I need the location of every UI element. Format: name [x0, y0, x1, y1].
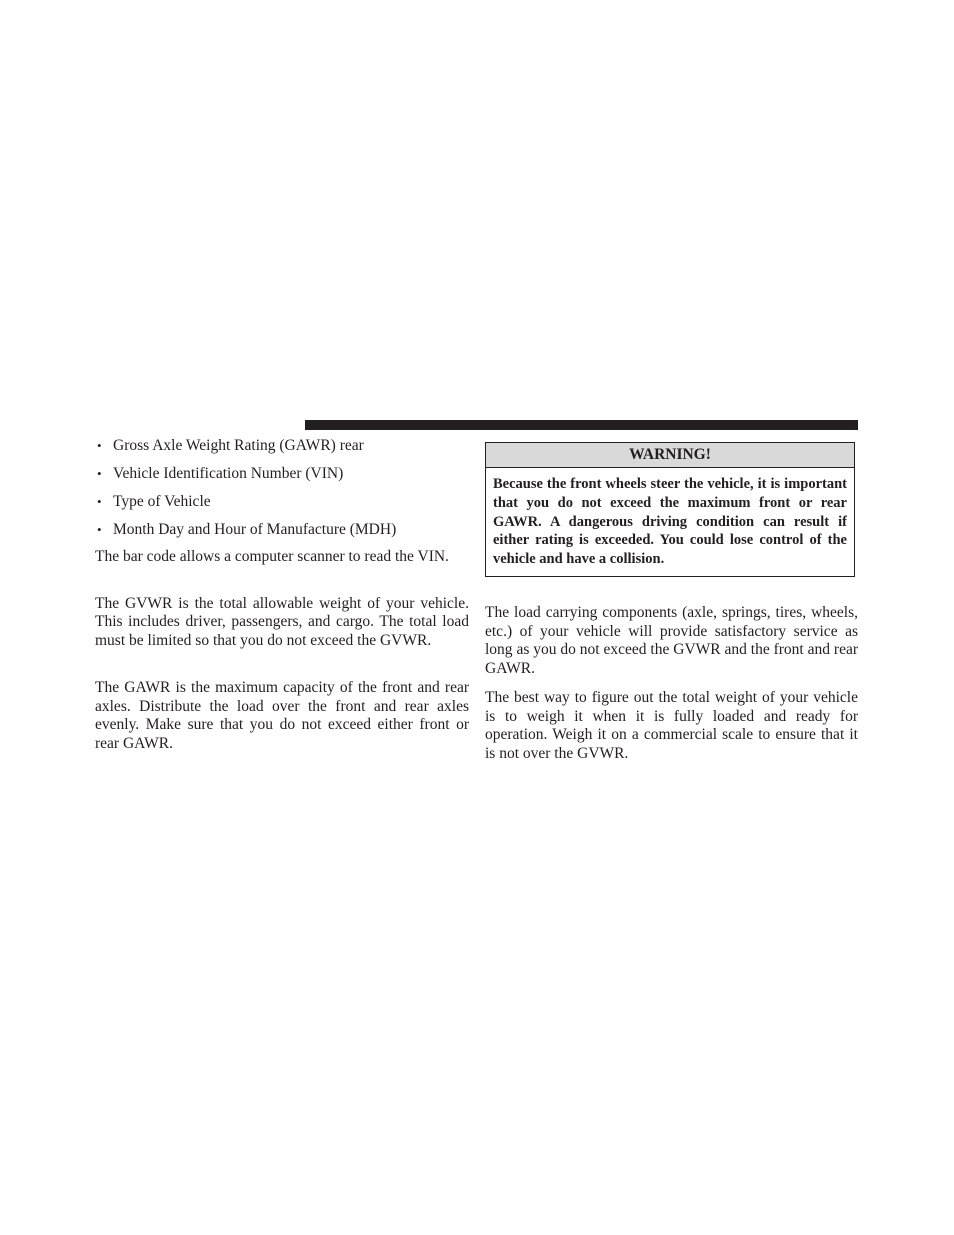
bullet-icon: •	[97, 438, 102, 453]
list-item	[95, 436, 469, 455]
total-weight-paragraph: The best way to figure out the total weight of your vehicle is to weigh it when it is fully loaded and ready for operation. Weigh it on a commercial scale to ensure that it is not over the GVWR.	[485, 688, 858, 762]
warning-text: Because the front wheels steer the vehicle, it is important that you do not exceed the maximum front or rear GAWR. A dangerous driving condition can result if either rating is exceeded. You could lose control of the vehicle and have a collision.	[493, 476, 847, 568]
gawr-paragraph: The GAWR is the maximum capacity of the front and rear axles. Distribute the load over the front and rear axles evenly. Make sure that you do not exceed either front or rear GAWR.	[95, 678, 469, 752]
warning-title: WARNING!	[486, 443, 854, 468]
label-info-list	[95, 436, 469, 539]
barcode-paragraph: The bar code allows a computer scanner to read the VIN.	[95, 548, 449, 565]
right-column	[485, 442, 858, 764]
warning-box	[485, 442, 855, 577]
list-item	[95, 464, 469, 483]
bullet-icon: •	[97, 466, 102, 481]
left-column	[95, 436, 469, 754]
list-item	[95, 520, 469, 539]
list-item-text: Month Day and Hour of Manufacture (MDH)	[113, 521, 397, 538]
gvwr-paragraph: The GVWR is the total allowable weight of your vehicle. This includes driver, passengers, and cargo. The total load must be limited so that you do not exceed the GVWR.	[95, 594, 469, 650]
bullet-icon: •	[97, 522, 102, 537]
bullet-icon: •	[97, 494, 102, 509]
list-item-text: Type of Vehicle	[113, 493, 211, 510]
list-item	[95, 492, 469, 511]
section-header-bar	[305, 420, 858, 430]
list-item-text: Vehicle Identification Number (VIN)	[113, 465, 344, 482]
load-components-paragraph: The load carrying components (axle, springs, tires, wheels, etc.) of your vehicle will provide satisfactory service as long as you do not exceed the GVWR and the front and rear GAWR.	[485, 603, 858, 678]
list-item-text: Gross Axle Weight Rating (GAWR) rear	[113, 437, 364, 454]
